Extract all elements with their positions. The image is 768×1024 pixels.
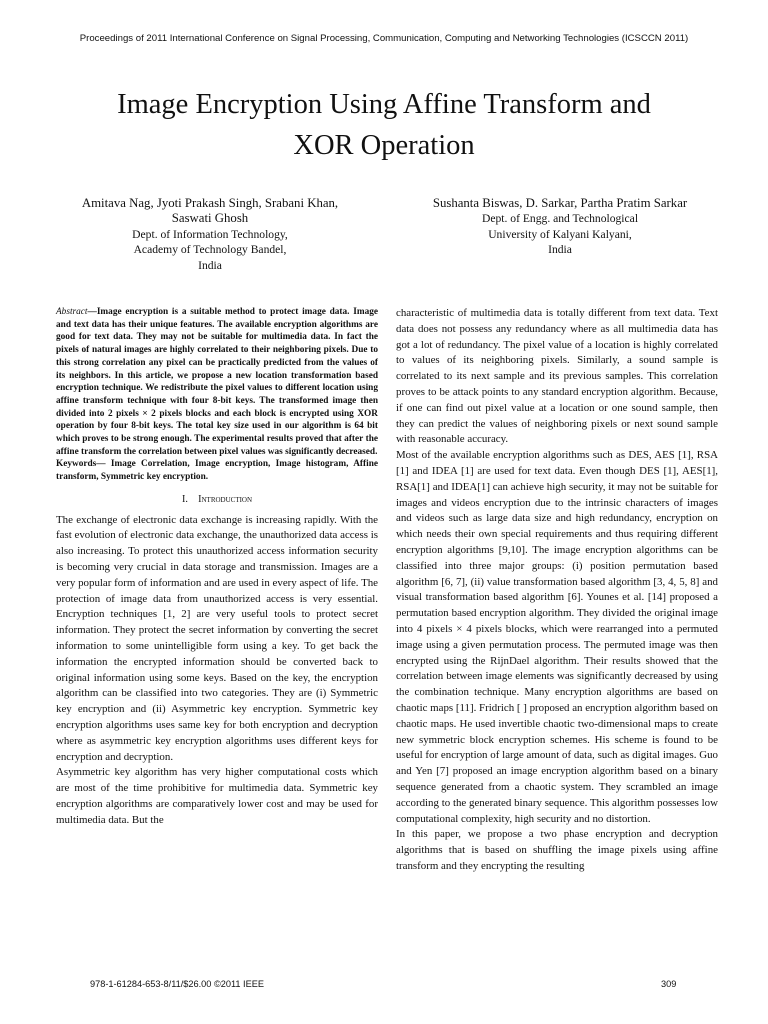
body-paragraph: characteristic of multimedia data is totally different from text data. Text data does not possess any redundancy where as all multimedia data has got a lot of redundancy. The pixel value of a location is highly correlated to values of its neighboring pixels. Similarly, a sound sample is correlated to its next sample and its previous samples. This correlation proves to be attack points to any standard encryption algorithm. Because, if one can find out pixel value at a location or one sound sample, then they can predict the values of neighboring pixels or next sound sample with reasonable accuracy. bbox=[396, 307, 718, 446]
footer-copyright: 978-1-61284-653-8/11/$26.00 ©2011 IEEE bbox=[90, 979, 264, 989]
keywords-label: Keywords bbox=[56, 459, 97, 470]
keywords bbox=[56, 458, 378, 483]
title-line-1: Image Encryption Using Affine Transform and bbox=[117, 89, 651, 120]
body-paragraph: The exchange of electronic data exchange is increasing rapidly. With the fast evolution of electronic data exchange, the unauthorized data access is also increasing. To protect this unauthorized access information security is becoming very crucial in data storage and transmission. Images are a very popular form of information and are used in every aspect of life. The protection of image data from unauthorized access is very essential. Encryption techniques [1, 2] are very useful tools to protect secret information. They protect the secret information by converting the secret information to some unintelligible form using a key. To get back the information the encrypted information should be converted back to original information using some keys. Based on the key, the encryption algorithm can be classified into two categories. They are (i) Symmetric key encryption and (ii) Asymmetric key encryption. Symmetric key encryption algorithms uses same key for both encryption and decryption where as asymmetric key encryption algorithms uses different keys for encryption and decryption. bbox=[56, 513, 378, 763]
abstract-text: —Image encryption is a suitable method to protect image data. Image and text data has their unique features. The available encryption algorithms are good for text data. They may not be suitable for multimedia data. In fact the pixels of natural images are highly correlated to their neighboring pixels. Due to this strong correlation any pixel can be practically predicted from the values of its neighbors. In this article, we propose a new location transformation based encryption technique. We redistribute the pixel values to different location using affine transform technique with four 8-bit keys. The transformed image then divided into 2 pixels × 2 pixels blocks and each block is encrypted using XOR operation by four 8-bit keys. The total key size used in our algorithm is 64 bit which proves to be strong enough. The experimental results proved that after the affine transform the correlation between pixel values was significantly decreased. bbox=[56, 307, 378, 457]
author-block-right bbox=[385, 196, 735, 258]
page-number: 309 bbox=[661, 979, 677, 989]
body-paragraph: Most of the available encryption algorithms such as DES, AES [1], RSA [1] and IDEA [1] are used for text data. Even though DES [1], AES[1], RSA[1] and IDEA[1] can achieve high security, it may not be suitable for images and videos encryption due to the intrinsic characters of images and videos such as large data size and high redundancy, encryption on which needs their own special requirements and thus requiring different encryption algorithms [9,10]. The image encryption algorithms can be classified into three major groups: (i) position permutation based algorithm [6, 7], (ii) value transformation based algorithm [3, 4, 5, 8] and visual transformation based algorithm [6]. Younes et al. [14] proposed a permutation based encryption algorithm. They divided the original image into 4 pixels × 4 pixels blocks, which were rearranged into a permuted image using a given permutation process. The permuted image was then encrypted using the RijnDael algorithm. Their results showed that the correlation between image elements was significantly decreased by using the combination technique. Many encryption algorithms are based on chaotic maps [11]. Fridrich [ ] proposed an encryption algorithm based on chaotic maps. He used invertible chaotic two-dimensional maps to create new symmetric block encryption schemes. His scheme is found to be useful for encryption of large amount of data, such as digital images. Guo and Yen [7] proposed an image encryption algorithm based on a binary sequence generated from a chaotic system. They scrambled an image according to the generated binary sequence. This algorithm possesses low computational complexity, high security and no distortion. bbox=[396, 449, 718, 825]
abstract-label: Abstract bbox=[56, 307, 88, 317]
section-title: Introduction bbox=[198, 493, 253, 505]
body-paragraph: Asymmetric key algorithm has very higher computational costs which are most of the time prohibitive for multimedia data. Symmetric key encryption algorithms are comparatively lower cost and may be used for multimedia data. But the bbox=[56, 766, 378, 826]
section-number: I. bbox=[181, 493, 188, 505]
author-names: Amitava Nag, Jyoti Prakash Singh, Srabani Khan, bbox=[81, 196, 339, 210]
right-column bbox=[396, 306, 718, 875]
title-line-2: XOR Operation bbox=[293, 130, 475, 161]
affiliation: Dept. of Information Technology, bbox=[132, 227, 288, 241]
affiliation: India bbox=[548, 243, 572, 257]
running-header: Proceedings of 2011 International Conference on Signal Processing, Communication, Computing and Networking Technologies (ICSCCN 2011) bbox=[79, 33, 689, 44]
abstract bbox=[56, 306, 378, 458]
author-names: Saswati Ghosh bbox=[171, 211, 249, 226]
left-column bbox=[56, 306, 378, 829]
affiliation: Academy of Technology Bandel, bbox=[133, 243, 287, 257]
paper-title bbox=[60, 84, 708, 166]
affiliation: Dept. of Engg. and Technological bbox=[481, 212, 639, 226]
author-names: Sushanta Biswas, D. Sarkar, Partha Pratim Sarkar bbox=[432, 196, 688, 210]
author-block-left bbox=[40, 196, 380, 273]
affiliation: University of Kalyani Kalyani, bbox=[488, 227, 632, 241]
body-paragraph: In this paper, we propose a two phase encryption and decryption algorithms that is based on shuffling the image pixels using affine transform and they encrypting the resulting bbox=[396, 828, 718, 872]
section-heading bbox=[56, 492, 378, 508]
affiliation: India bbox=[198, 258, 222, 272]
keywords-text: — Image Correlation, Image encryption, Image histogram, Affine transform, Symmetric key encryption. bbox=[56, 459, 378, 483]
